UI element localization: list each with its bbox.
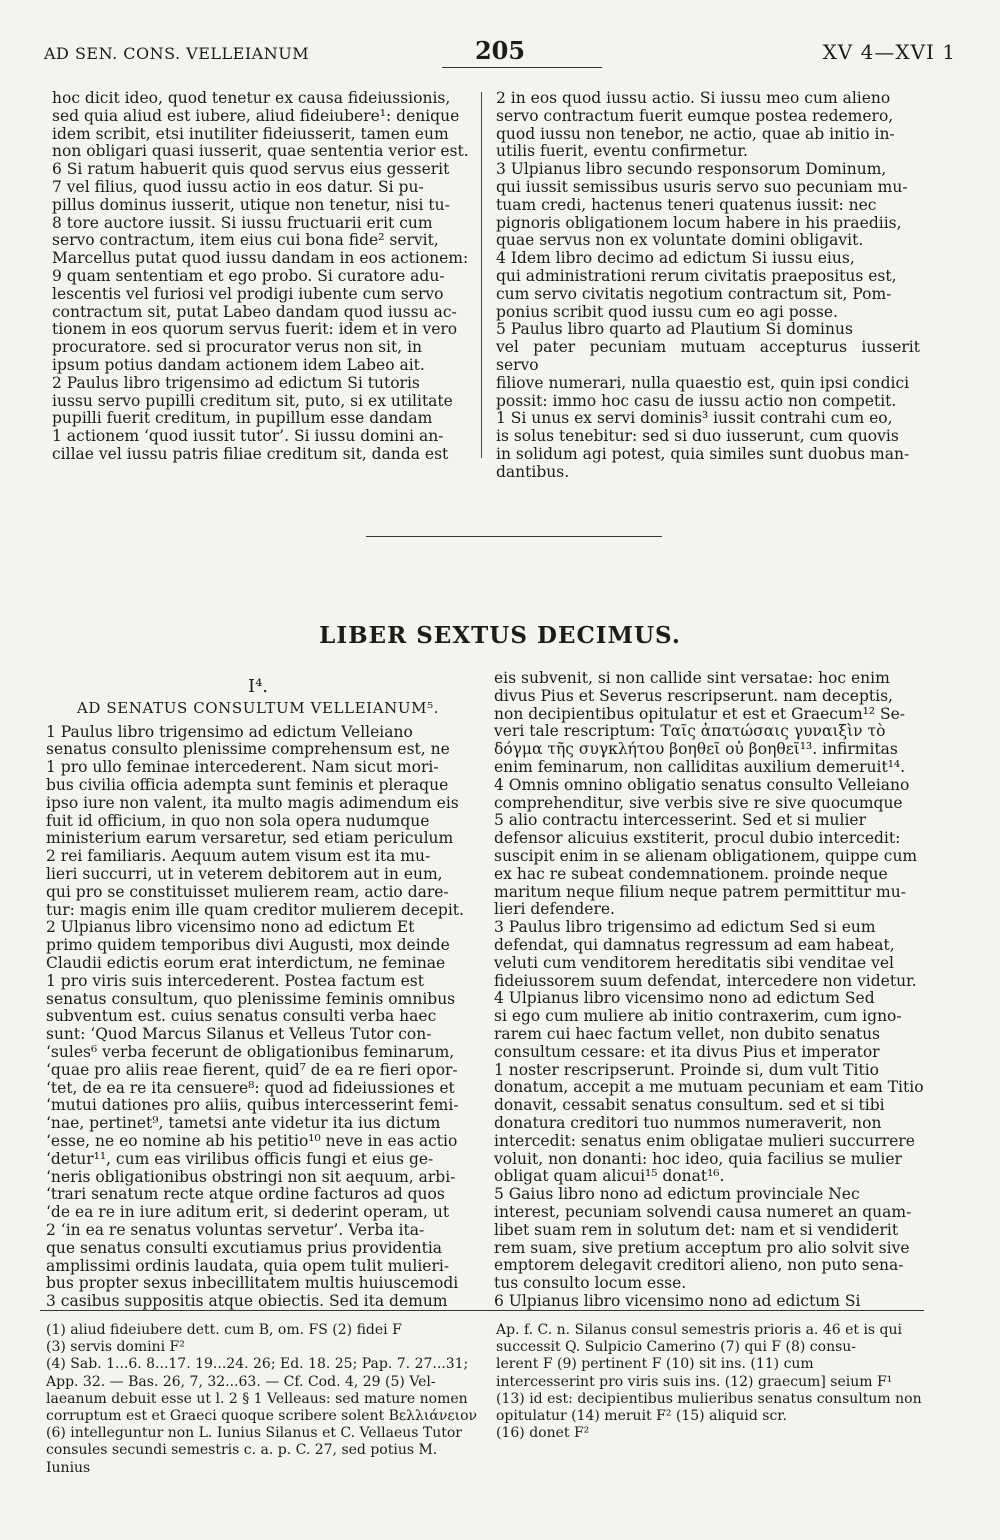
- text-line: 1 pro ullo feminae intercederent. Nam sicut mori-: [46, 758, 439, 777]
- text-line: successit Q. Sulpicio Camerino (7) qui F (8) consu-: [496, 1339, 857, 1356]
- text-line: in solidum agi potest, quia similes sunt duobus man-: [496, 444, 910, 463]
- text-line: (6) intelleguntur non L. Iunius Silanus et C. Vellaeus Tutor: [46, 1425, 462, 1442]
- text-line: ‘detur¹¹, cum eas virilibus officis fungi et eius ge-: [46, 1149, 434, 1168]
- section-separator: [366, 536, 662, 537]
- text-line: ‘nae, pertinet⁹, tametsi ante videtur ita ius dictum: [46, 1114, 441, 1133]
- text-line: suscipit enim in se alienam obligationem, quippe cum: [494, 846, 918, 865]
- text-line: emptorem delegavit creditori alieno, non puto sena-: [494, 1256, 904, 1275]
- text-line: qui iussit semissibus usuris servo suo pecuniam mu-: [496, 177, 908, 196]
- text-line: (16) donet F²: [496, 1425, 590, 1442]
- text-line: 4 Ulpianus libro vicensimo nono ad edictum Sed: [494, 989, 875, 1008]
- text-line: qui pro se constituisset mulierem ream, actio dare-: [46, 882, 449, 901]
- text-line: primo quidem temporibus divi Augusti, mox deinde: [46, 936, 450, 955]
- text-line: (1) aliud fideiubere dett. cum B, om. FS (2) fidei F: [46, 1322, 402, 1338]
- text-line: dantibus.: [496, 462, 570, 481]
- text-line: obligat quam alicui¹⁵ donat¹⁶.: [494, 1167, 725, 1186]
- text-line: possit: immo hoc casu de iussu actio non competit.: [496, 391, 897, 410]
- footnotes-right: [496, 1322, 928, 1442]
- text-line: veluti cum venditorem hereditatis sibi venditae vel: [494, 953, 894, 972]
- text-line: vel pater pecuniam mutuam accepturus iusserit servo: [496, 338, 920, 374]
- text-line: servo contractum fuerit eumque postea redemero,: [496, 106, 894, 125]
- text-line: lerent F (9) pertinent F (10) sit ins. (11) cum: [496, 1356, 814, 1373]
- text-line: hoc dicit ideo, quod tenetur ex causa fideiussionis,: [52, 89, 451, 107]
- text-line: si ego cum muliere ab initio contraxerim, cum igno-: [494, 1007, 902, 1026]
- text-line: lieri defendere.: [494, 900, 615, 919]
- text-line: pupilli fuerit creditum, in pupillum esse dandam: [52, 409, 433, 428]
- text-line: senatus consultum, quo plenissime feminis omnibus: [46, 989, 456, 1008]
- text-line: Marcellus putat quod iussu dandam in eos actionem:: [52, 249, 469, 268]
- text-line: lescentis vel furiosi vel prodigi iubente cum servo: [52, 284, 444, 303]
- text-line: intercesserint pro viris suis ins. (12) graecum] seium F¹: [496, 1373, 893, 1390]
- text-line: ‘esse, ne eo nomine ab his petitio¹⁰ neve in eas actio: [46, 1131, 458, 1150]
- text-line: 8 tore auctore iussit. Si iussu fructuarii erit cum: [52, 213, 433, 232]
- text-line: rem suam, sive pretium acceptum pro alio solvit sive: [494, 1238, 910, 1257]
- text-line: 1 noster rescripserunt. Proinde si, dum vult Titio: [494, 1060, 879, 1079]
- text-line: donatura creditori tuo nummos numeraverit, non: [494, 1113, 882, 1132]
- book-title: LIBER SEXTUS DECIMUS.: [319, 622, 681, 649]
- text-line: bus propter sexus inbecillitatem multis huiuscemodi: [46, 1274, 459, 1293]
- text-line: fuit id officium, in quo non sola opera nudumque: [46, 811, 430, 830]
- text-line: 5 alio contractu intercesserint. Sed et si mulier: [494, 811, 866, 830]
- column-divider: [481, 92, 482, 458]
- text-line: 2 in eos quod iussu actio. Si iussu meo cum alieno: [496, 89, 891, 107]
- text-line: iussu servo pupilli creditum sit, puto, si ex utilitate: [52, 391, 453, 410]
- text-line: fideiussorem suum defendat, intercedere non videtur.: [494, 971, 917, 990]
- text-line: (4) Sab. 1...6. 8...17. 19...24. 26; Ed. 18. 25; Pap. 7. 27...31;: [46, 1356, 469, 1373]
- text-line: voluit, non donanti: hoc ideo, quia facilius se mulier: [494, 1149, 902, 1168]
- text-line: App. 32. — Bas. 26, 7, 32...63. — Cf. Cod. 4, 29 (5) Vel-: [46, 1373, 436, 1390]
- text-column-bottom-right: [494, 670, 924, 1311]
- text-line: (3) servis domini F²: [46, 1339, 185, 1356]
- text-line: tuam credi, hactenus teneri quatenus iussit: nec: [496, 195, 877, 214]
- text-line: maritum neque filium neque patrem permittitur mu-: [494, 882, 906, 901]
- text-line: 4 Idem libro decimo ad edictum Si iussu eius,: [496, 249, 855, 268]
- text-line: 4 Omnis omnino obligatio senatus consulto Velleiano: [494, 775, 910, 794]
- text-line: 7 vel filius, quod iussu actio in eos datur. Si pu-: [52, 177, 424, 196]
- text-line: quae servus non ex voluntate domini obligavit.: [496, 231, 864, 250]
- running-header: [44, 34, 956, 70]
- text-line: senatus consulto plenissime comprehensum est, ne: [46, 740, 450, 759]
- text-line: consultum cessare: et ita divus Pius et imperator: [494, 1042, 880, 1061]
- text-line: corruptum est et Graeci quoque scribere solent Βελλιάνειον: [46, 1408, 478, 1425]
- text-line: (13) id est: decipientibus mulieribus senatus consultum non: [496, 1390, 922, 1407]
- text-line: 3 Ulpianus libro secundo responsorum Dominum,: [496, 160, 887, 179]
- text-column-bottom-left: [46, 678, 470, 1311]
- text-line: pillus dominus iusserit, utique non tenetur, nisi tu-: [52, 195, 450, 214]
- text-line: ‘neris obligationibus obstringi non sit aequum, arbi-: [46, 1167, 456, 1186]
- text-line: consules secundi semestris c. a. p. C. 27, sed potius M. Iunius: [46, 1442, 438, 1476]
- text-line: 3 Paulus libro trigensimo ad edictum Sed si eum: [494, 918, 876, 937]
- text-column-top-left: [52, 90, 470, 464]
- text-line: 5 Gaius libro nono ad edictum provinciale Nec: [494, 1185, 860, 1204]
- text-line: Claudii edictis eorum erat interdictum, ne feminae: [46, 953, 446, 972]
- text-line: intercedit: senatus enim obligatae mulieri succurrere: [494, 1131, 915, 1150]
- text-line: rarem cui haec factum vellet, non dubito senatus: [494, 1024, 881, 1043]
- text-line: ‘de ea re in iure aditum erit, si dederint operam, ut: [46, 1203, 450, 1222]
- text-line: pignoris obligationem locum habere in his praediis,: [496, 213, 902, 232]
- section-title: AD SENATUS CONSULTUM VELLEIANUM⁵.: [76, 698, 440, 717]
- text-line: ‘tet, de ea re ita censuere⁸: quod ad fideiussiones et: [46, 1078, 455, 1097]
- text-line: amplissimi ordinis laudata, quia opem tulit mulieri-: [46, 1256, 450, 1275]
- text-line: ipsum potius dandam actionem idem Labeo ait.: [52, 355, 425, 374]
- text-line: tur: magis enim ille quam creditor mulierem decepit.: [46, 900, 464, 919]
- text-line: 1 pro viris suis intercederent. Postea factum est: [46, 971, 424, 990]
- text-line: ‘trari senatum recte atque ordine facturos ad quos: [46, 1185, 445, 1204]
- text-line: bus civilia officia adempta sunt feminis et pleraque: [46, 775, 449, 794]
- text-line: 1 Si unus ex servi dominis³ iussit contrahi cum eo,: [496, 409, 893, 428]
- header-right-reference: XV 4—XVI 1: [822, 40, 956, 64]
- text-line: enim feminarum, non calliditas auxilium demeruit¹⁴.: [494, 757, 906, 776]
- text-line: procuratore. sed si procurator verus non sit, in: [52, 338, 423, 357]
- text-line: qui administrationi rerum civitatis praepositus est,: [496, 266, 897, 285]
- text-line: ‘mutui dationes pro aliis, quibus intercesserint femi-: [46, 1096, 459, 1115]
- text-line: ipso iure non valent, ita multo magis adimendum eis: [46, 793, 459, 812]
- text-line: 2 ‘in ea re senatus voluntas servetur’. Verba ita-: [46, 1220, 425, 1239]
- text-line: eis subvenit, si non callide sint versatae: hoc enim: [494, 669, 890, 687]
- text-line: veri tale rescriptum: Ταῖς ἀπατώσαις γυναιξὶν τὸ: [494, 722, 886, 741]
- text-line: cillae vel iussu patris filiae creditum sit, danda est: [52, 444, 449, 463]
- text-line: contractum sit, putat Labeo dandam quod iussu ac-: [52, 302, 457, 321]
- text-line: 1 Paulus libro trigensimo ad edictum Velleiano: [46, 722, 413, 741]
- text-line: cum servo civitatis negotium contractum sit, Pom-: [496, 284, 892, 303]
- text-line: sed quia aliud est iubere, aliud fideiubere¹: denique: [52, 106, 460, 125]
- text-line: 1 actionem ‘quod iussit tutor’. Si iussu domini an-: [52, 427, 444, 446]
- text-line: donavit, cessabit senatus consultum. sed et si tibi: [494, 1096, 885, 1115]
- text-line: idem scribit, etsi inutiliter fideiusserit, tamen eum: [52, 124, 449, 143]
- text-column-top-right: [496, 90, 920, 482]
- text-line: defendat, qui damnatus regressum ad eam habeat,: [494, 935, 895, 954]
- text-line: opitulatur (14) meruit F² (15) aliquid scr.: [496, 1408, 787, 1425]
- text-line: ex hac re subeat condemnationem. proinde neque: [494, 864, 888, 883]
- text-line: ponius scribit quod iussu cum eo agi posse.: [496, 302, 838, 321]
- text-line: is solus tenebitur: sed si duo iusserunt, cum quovis: [496, 427, 899, 446]
- header-rule: [442, 67, 602, 68]
- text-line: δόγμα τῆς συγκλήτου βοηθεῖ οὐ βοηθεῖ¹³. infirmitas: [494, 740, 898, 759]
- text-line: libet suam rem in solutum det: nam et si vendiderit: [494, 1220, 899, 1239]
- text-line: 5 Paulus libro quarto ad Plautium Si dominus: [496, 320, 853, 339]
- text-line: que senatus consulti excutiamus prius providentia: [46, 1238, 443, 1257]
- text-line: 3 casibus suppositis atque obiectis. Sed ita demum: [46, 1292, 448, 1311]
- text-line: 6 Ulpianus libro vicensimo nono ad edictum Si: [494, 1291, 861, 1310]
- text-line: Ap. f. C. n. Silanus consul semestris prioris a. 46 et is qui: [496, 1322, 903, 1338]
- text-line: ‘quae pro aliis reae fierent, quid⁷ de ea re fieri opor-: [46, 1060, 458, 1079]
- text-line: 6 Si ratum habuerit quis quod servus eius gesserit: [52, 160, 450, 179]
- section-number: I⁴.: [247, 676, 269, 697]
- page-number: 205: [474, 36, 526, 65]
- text-line: comprehenditur, sive verbis sive re sive quocumque: [494, 793, 903, 812]
- text-line: donatum, accepit a me mutuam pecuniam et eam Titio: [494, 1078, 924, 1097]
- text-line: non decipientibus opitulatur et est et Graecum¹² Se-: [494, 704, 906, 723]
- text-line: 2 Paulus libro trigensimo ad edictum Si tutoris: [52, 373, 420, 392]
- text-line: filiove numerari, nulla quaestio est, quin ipsi condici: [496, 373, 910, 392]
- text-line: ‘sules⁶ verba fecerunt de obligationibus feminarum,: [46, 1042, 455, 1061]
- section-body-left: [46, 724, 470, 1311]
- text-line: 9 quam sententiam et ego probo. Si curatore adu-: [52, 266, 445, 285]
- text-line: sunt: ‘Quod Marcus Silanus et Velleus Tutor con-: [46, 1025, 432, 1044]
- text-line: utilis fuerit, eventu confirmetur.: [496, 142, 748, 161]
- text-line: laeanum debuit esse ut l. 2 § 1 Velleaus: sed mature nomen: [46, 1390, 468, 1407]
- text-line: subventum est. cuius senatus consulti verba haec: [46, 1007, 437, 1026]
- text-line: interest, pecuniam solvendi causa numeret an quam-: [494, 1202, 912, 1221]
- text-line: 2 Ulpianus libro vicensimo nono ad edictum Et: [46, 918, 415, 937]
- text-line: lieri succurri, ut in veterem debitorem aut in eum,: [46, 864, 443, 883]
- text-line: 2 rei familiaris. Aequum autem visum est ita mu-: [46, 847, 431, 866]
- header-left-title: AD SEN. CONS. VELLEIANUM: [44, 44, 310, 63]
- text-line: non obligari quasi iusserit, quae sententia verior est.: [52, 142, 469, 161]
- text-line: tus consulto locum esse.: [494, 1274, 687, 1293]
- text-line: defensor alicuius exstiterit, procul dubio intercedit:: [494, 829, 901, 848]
- text-line: servo contractum, item eius cui bona fide² servit,: [52, 231, 439, 250]
- text-line: ministerium earum versaretur, sed etiam periculum: [46, 829, 454, 848]
- footnotes-left: [46, 1322, 478, 1477]
- text-line: tionem in eos quorum servus fuerit: idem et in vero: [52, 320, 458, 339]
- footnote-rule: [40, 1310, 924, 1311]
- text-line: quod iussu non tenebor, ne actio, quae ab initio in-: [496, 124, 895, 143]
- text-line: divus Pius et Severus rescripserunt. nam deceptis,: [494, 686, 893, 705]
